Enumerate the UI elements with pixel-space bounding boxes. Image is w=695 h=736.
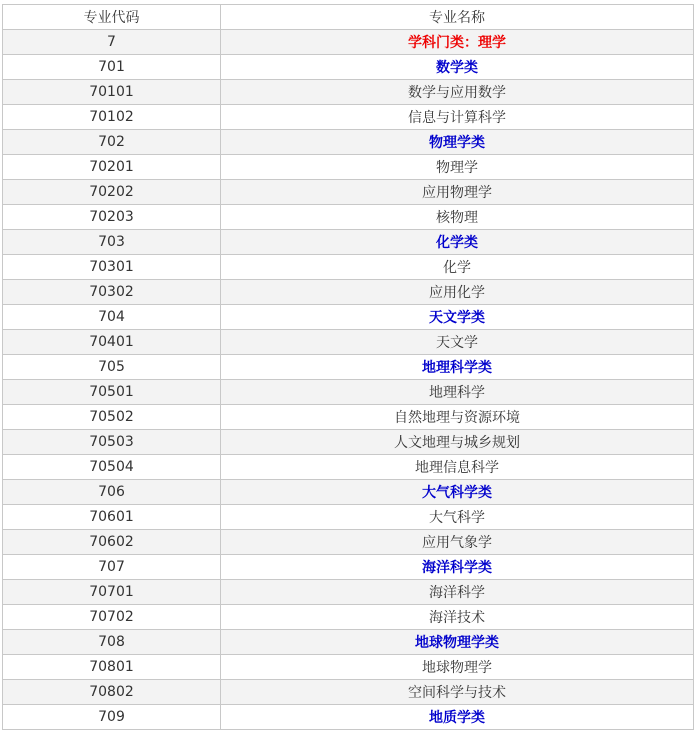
table-row xyxy=(3,180,694,205)
major-name-cell: 应用物理学 xyxy=(221,180,694,205)
major-code-cell: 70801 xyxy=(3,655,221,680)
header-row xyxy=(3,5,694,30)
table-row xyxy=(3,155,694,180)
table-row xyxy=(3,680,694,705)
table-row xyxy=(3,580,694,605)
major-code-cell: 70504 xyxy=(3,455,221,480)
table-row xyxy=(3,380,694,405)
major-name-cell: 人文地理与城乡规划 xyxy=(221,430,694,455)
category-name-cell: 数学类 xyxy=(221,55,694,80)
major-code-cell: 702 xyxy=(3,130,221,155)
table-row xyxy=(3,305,694,330)
major-code-cell: 70101 xyxy=(3,80,221,105)
major-name-cell: 地理科学 xyxy=(221,380,694,405)
major-code-cell: 7 xyxy=(3,30,221,55)
major-name-cell: 信息与计算科学 xyxy=(221,105,694,130)
table-row xyxy=(3,280,694,305)
major-code-cell: 70102 xyxy=(3,105,221,130)
major-code-cell: 70202 xyxy=(3,180,221,205)
table-row xyxy=(3,455,694,480)
category-name-cell: 地球物理学类 xyxy=(221,630,694,655)
category-name-cell: 天文学类 xyxy=(221,305,694,330)
major-code-cell: 705 xyxy=(3,355,221,380)
major-code-cell: 70203 xyxy=(3,205,221,230)
major-name-cell: 应用气象学 xyxy=(221,530,694,555)
major-code-cell: 70602 xyxy=(3,530,221,555)
table-row xyxy=(3,355,694,380)
table-row xyxy=(3,55,694,80)
major-code-cell: 70601 xyxy=(3,505,221,530)
table-row xyxy=(3,530,694,555)
table-row xyxy=(3,655,694,680)
table-row xyxy=(3,105,694,130)
major-code-cell: 704 xyxy=(3,305,221,330)
major-name-cell: 天文学 xyxy=(221,330,694,355)
major-name-cell: 自然地理与资源环境 xyxy=(221,405,694,430)
major-code-cell: 701 xyxy=(3,55,221,80)
major-name-cell: 物理学 xyxy=(221,155,694,180)
major-code-cell: 709 xyxy=(3,705,221,730)
table-row xyxy=(3,30,694,55)
category-name-cell: 地质学类 xyxy=(221,705,694,730)
category-name-cell: 化学类 xyxy=(221,230,694,255)
major-code-cell: 70503 xyxy=(3,430,221,455)
major-name-cell: 大气科学 xyxy=(221,505,694,530)
major-code-cell: 703 xyxy=(3,230,221,255)
table-row xyxy=(3,130,694,155)
table-row xyxy=(3,605,694,630)
table-row xyxy=(3,205,694,230)
category-name-cell: 物理学类 xyxy=(221,130,694,155)
major-code-cell: 70701 xyxy=(3,580,221,605)
header-code: 专业代码 xyxy=(3,5,221,30)
table-row xyxy=(3,705,694,730)
major-code-cell: 70501 xyxy=(3,380,221,405)
major-table xyxy=(2,4,694,730)
table-row xyxy=(3,230,694,255)
major-code-cell: 70401 xyxy=(3,330,221,355)
category-name-cell: 地理科学类 xyxy=(221,355,694,380)
major-name-cell: 应用化学 xyxy=(221,280,694,305)
major-code-cell: 70702 xyxy=(3,605,221,630)
major-name-cell: 海洋技术 xyxy=(221,605,694,630)
table-row xyxy=(3,630,694,655)
major-code-cell: 70201 xyxy=(3,155,221,180)
header-name: 专业名称 xyxy=(221,5,694,30)
major-name-cell: 地理信息科学 xyxy=(221,455,694,480)
major-code-cell: 707 xyxy=(3,555,221,580)
table-row xyxy=(3,430,694,455)
major-name-cell: 空间科学与技术 xyxy=(221,680,694,705)
major-name-cell: 核物理 xyxy=(221,205,694,230)
category-name-cell: 海洋科学类 xyxy=(221,555,694,580)
major-code-cell: 706 xyxy=(3,480,221,505)
major-name-cell: 地球物理学 xyxy=(221,655,694,680)
major-name-cell: 数学与应用数学 xyxy=(221,80,694,105)
table-row xyxy=(3,405,694,430)
major-code-cell: 70302 xyxy=(3,280,221,305)
major-name-cell: 化学 xyxy=(221,255,694,280)
major-code-cell: 70802 xyxy=(3,680,221,705)
discipline-name-cell: 学科门类：理学 xyxy=(221,30,694,55)
table-row xyxy=(3,555,694,580)
table-row xyxy=(3,480,694,505)
table-row xyxy=(3,330,694,355)
category-name-cell: 大气科学类 xyxy=(221,480,694,505)
major-name-cell: 海洋科学 xyxy=(221,580,694,605)
table-row xyxy=(3,255,694,280)
table-row xyxy=(3,505,694,530)
table-row xyxy=(3,80,694,105)
major-code-cell: 70301 xyxy=(3,255,221,280)
major-code-cell: 708 xyxy=(3,630,221,655)
major-code-cell: 70502 xyxy=(3,405,221,430)
